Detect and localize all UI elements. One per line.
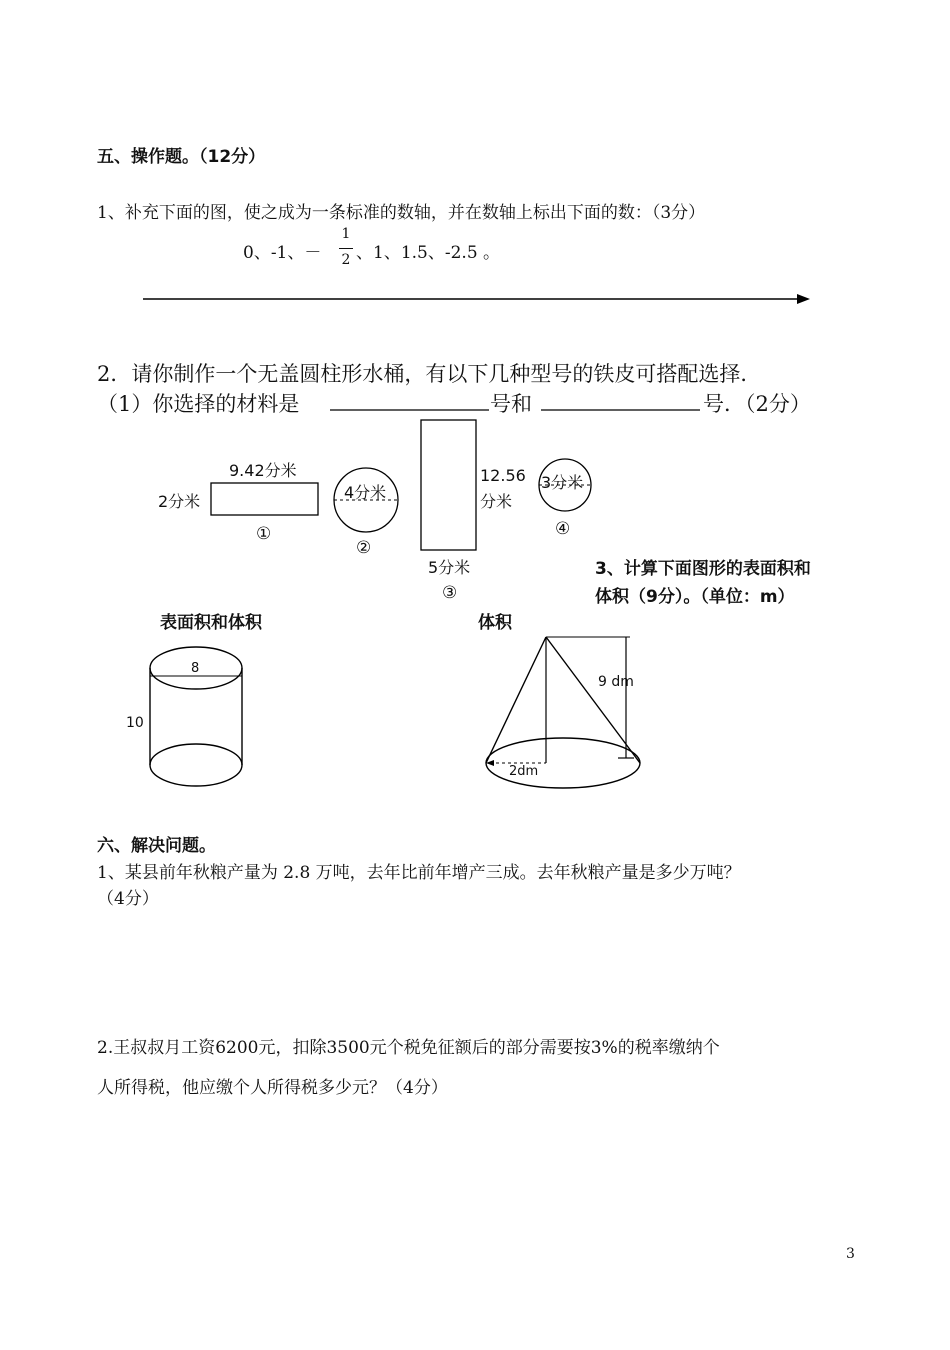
section6-q1-line2: （4分）: [97, 889, 159, 909]
q3-line1: 3、计算下面图形的表面积和: [595, 559, 811, 579]
section6-q2-line2: 人所得税，他应缴个人所得税多少元？（4分）: [97, 1078, 448, 1098]
fraction-numerator: 1: [341, 226, 351, 242]
fig4-circle: [539, 459, 591, 511]
q3-line2: 体积（9分）。（单位：m）: [595, 587, 795, 607]
number-line: [143, 294, 810, 304]
q1-numbers-before: 0、-1、－: [243, 243, 322, 263]
fig1-number: ①: [256, 524, 272, 544]
q2-line2a: （1）你选择的材料是: [97, 392, 300, 416]
fig2-circle: [334, 468, 398, 532]
fig3-number: ③: [442, 583, 458, 603]
fig3-rectangle: [421, 420, 476, 550]
cylinder-figure: [150, 647, 242, 786]
q2-line2c: 号．（2分）: [703, 392, 811, 416]
arrow-head-icon: [797, 294, 810, 304]
cone-figure: [486, 637, 640, 788]
cylinder-title: 表面积和体积: [160, 613, 262, 633]
fig1-top-label: 9.42分米: [229, 461, 297, 480]
q1-prompt: 1、补充下面的图，使之成为一条标准的数轴，并在数轴上标出下面的数：（3分）: [97, 203, 706, 223]
fig3-side-label-2: 分米: [480, 492, 513, 511]
section6-q2-line1: 2.王叔叔月工资6200元，扣除3500元个税免征额后的部分需要按3%的税率缴纳个: [97, 1038, 720, 1058]
fig2-number: ②: [356, 538, 372, 558]
fig3-bottom-label: 5分米: [428, 558, 471, 577]
fig4-label: 3分米: [541, 473, 584, 492]
fig4-number: ④: [555, 519, 571, 539]
section6-heading: 六、解决问题。: [97, 836, 216, 856]
cone-height-label: 9 dm: [598, 674, 634, 690]
q1-numbers-after: 、1、1.5、-2.5 。: [356, 243, 501, 263]
cone-title: 体积: [478, 613, 512, 633]
cylinder-diameter: 8: [191, 661, 200, 676]
fig3-side-label-1: 12.56: [480, 466, 526, 485]
fig1-rectangle: [211, 483, 318, 515]
fig1-side-label: 2分米: [158, 492, 201, 511]
cylinder-height: 10: [126, 715, 144, 731]
fig2-label: 4分米: [344, 483, 387, 502]
section6-q1-line1: 1、某县前年秋粮产量为 2.8 万吨，去年比前年增产三成。去年秋粮产量是多少万吨？: [97, 863, 741, 883]
cone-radius-label: 2dm: [509, 764, 539, 779]
q2-line2b: 号和: [490, 392, 532, 416]
fraction-denominator: 2: [341, 252, 351, 268]
section5-heading: 五、操作题。（12分）: [97, 147, 266, 167]
q2-line1: 2．请你制作一个无盖圆柱形水桶，有以下几种型号的铁皮可搭配选择．: [97, 362, 762, 386]
page-number: 3: [846, 1246, 855, 1262]
